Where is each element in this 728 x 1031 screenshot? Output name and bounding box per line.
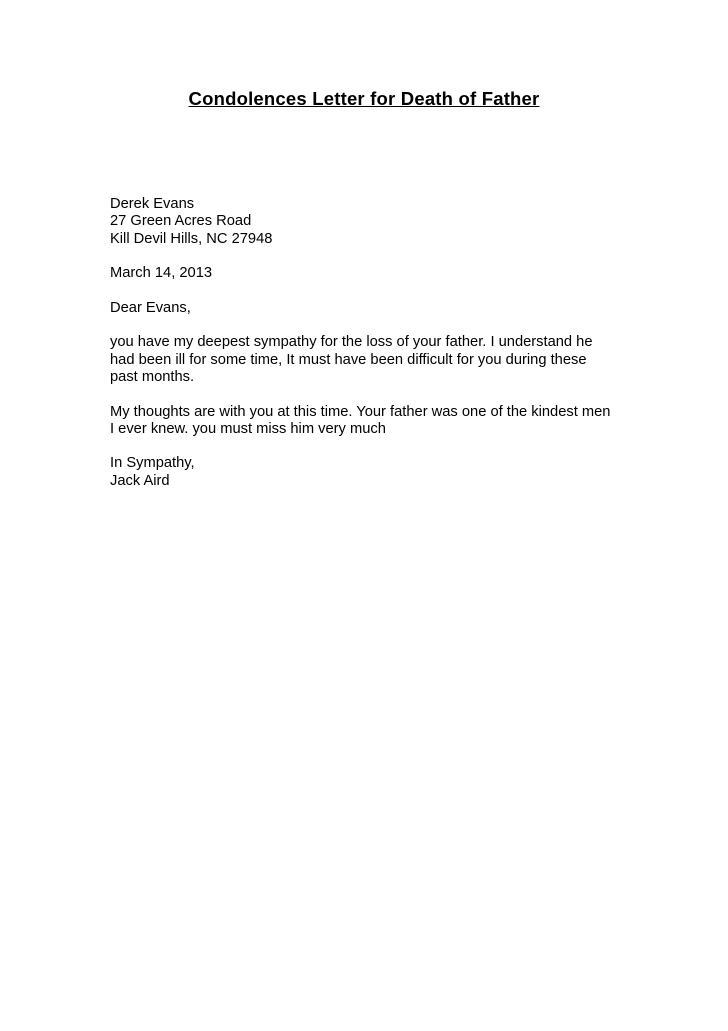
closing-block <box>110 455 650 490</box>
paragraph-line: past months. <box>110 368 195 385</box>
letter-title: Condolences Letter for Death of Father <box>188 88 540 109</box>
paragraph-line: you have my deepest sympathy for the loss of your father. I understand he <box>110 334 593 351</box>
sender-city-state-zip: Kill Devil Hills, NC 27948 <box>110 230 273 247</box>
sender-name: Derek Evans <box>110 196 195 212</box>
sender-street: 27 Green Acres Road <box>110 213 252 230</box>
salutation-block <box>110 300 650 317</box>
signature-name: Jack Aird <box>110 472 170 489</box>
date-block <box>110 265 650 282</box>
letter-body <box>110 196 650 490</box>
paragraph-line: had been ill for some time, It must have been difficult for you during these <box>110 351 587 368</box>
body-paragraph <box>110 404 650 439</box>
paragraph-line: I ever knew. you must miss him very much <box>110 420 386 437</box>
salutation: Dear Evans, <box>110 299 191 316</box>
paragraph-line: My thoughts are with you at this time. Your father was one of the kindest men <box>110 403 611 420</box>
sender-address-block <box>110 196 650 248</box>
letter-date: March 14, 2013 <box>110 265 213 282</box>
body-paragraph <box>110 334 650 386</box>
closing-phrase: In Sympathy, <box>110 455 195 472</box>
